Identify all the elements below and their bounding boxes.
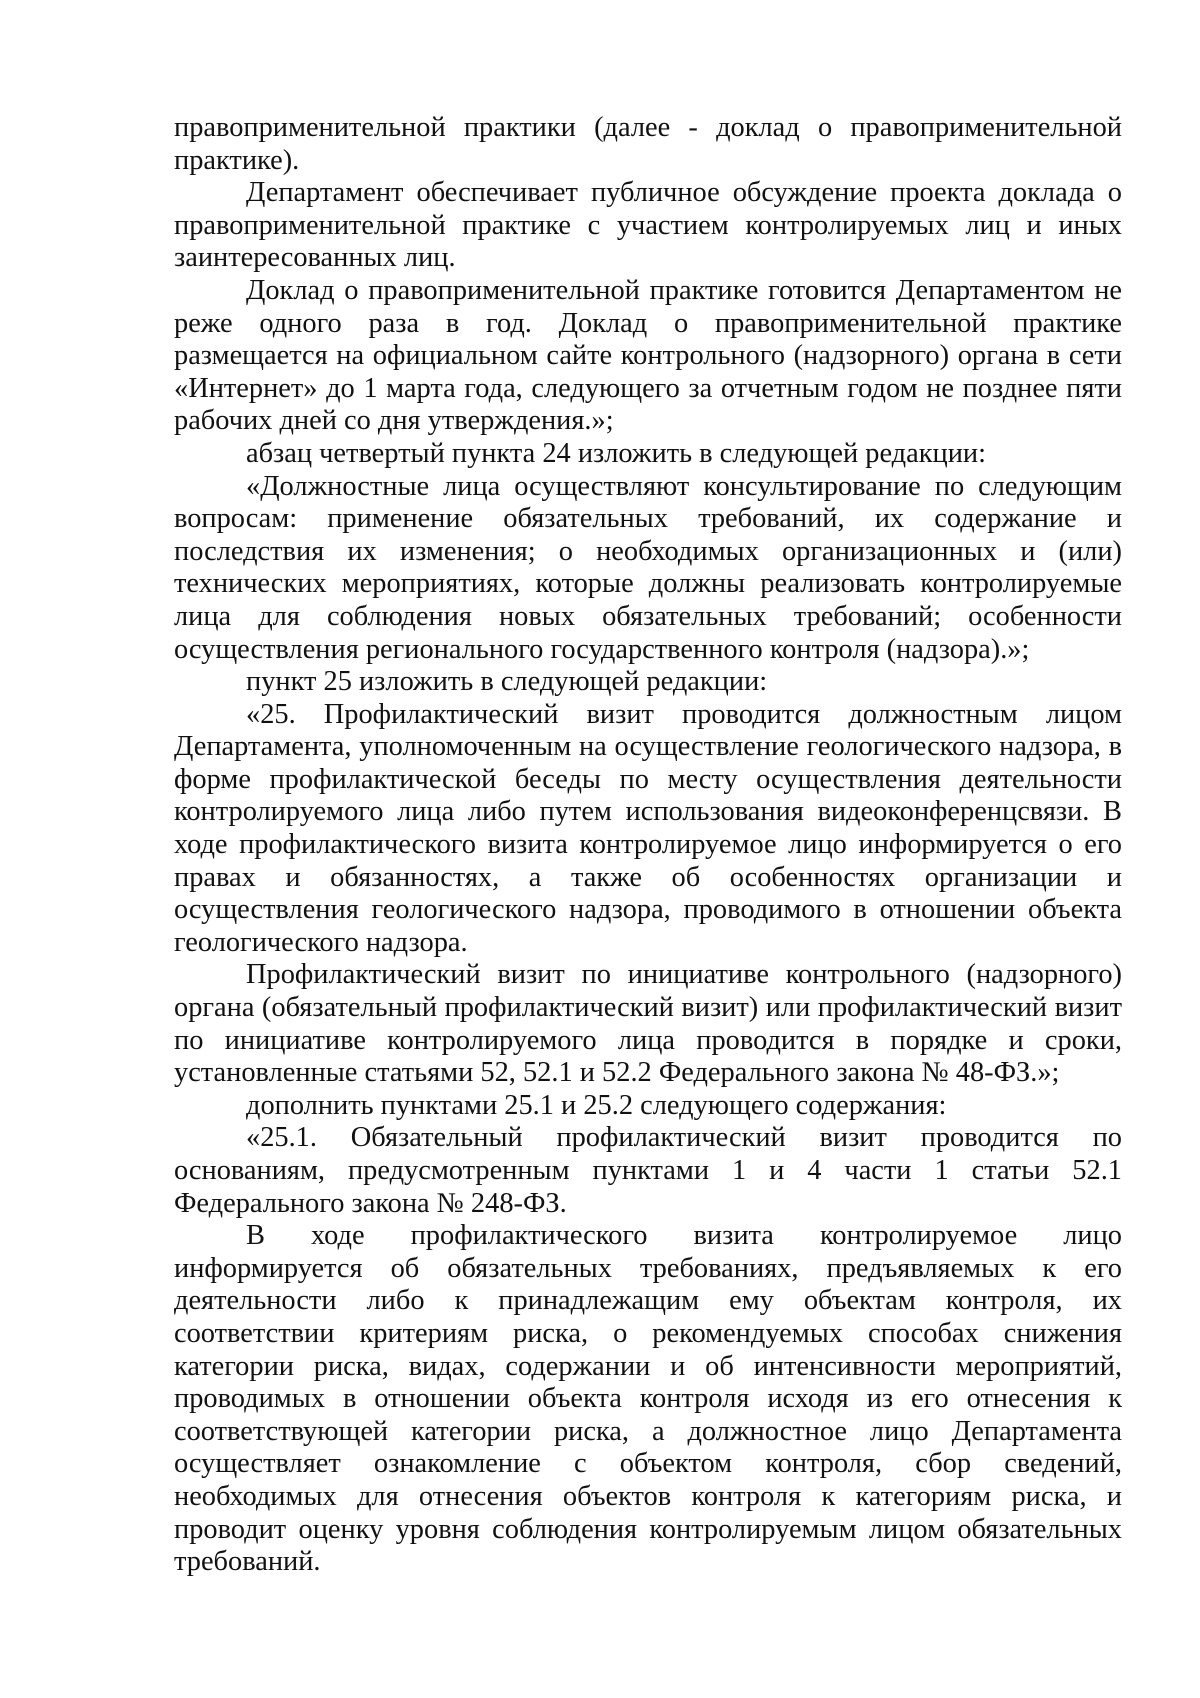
paragraph: правоприменительной практики (далее - доклад о правоприменительной практике).	[174, 112, 1122, 176]
paragraph: В ходе профилактического визита контролируемое лицо информируется об обязательных требованиях, предъявляемых к его деятельности либо к принадлежащим ему объектам контроля, их соответствии критериям риска, о рекомендуемых способах снижения категории риска, видах, содержании и об интенсивности мероприятий, проводимых в отношении объекта контроля исходя из его отнесения к соответствующей категории риска, а должностное лицо Департамента осуществляет ознакомление с объектом контроля, сбор сведений, необходимых для отнесения объектов контроля к категориям риска, и проводит оценку уровня соблюдения контролируемым лицом обязательных требований.	[174, 1220, 1122, 1578]
paragraph: Профилактический визит по инициативе контрольного (надзорного) органа (обязательный профилактический визит) или профилактический визит по инициативе контролируемого лица проводится в порядке и сроки, установленные статьями 52, 52.1 и 52.2 Федерального закона № 48-ФЗ.»;	[174, 959, 1122, 1089]
paragraph: абзац четвертый пункта 24 изложить в следующей редакции:	[246, 437, 986, 469]
paragraph: «Должностные лица осуществляют консультирование по следующим вопросам: применение обязательных требований, их содержание и последствия их изменения; о необходимых организационных и (или) технических мероприятиях, которые должны реализовать контролируемые лица для соблюдения новых обязательных требований; особенности осуществления регионального государственного контроля (надзора).»;	[174, 470, 1122, 665]
paragraph: «25.1. Обязательный профилактический визит проводится по основаниям, предусмотренным пунктами 1 и 4 части 1 статьи 52.1 Федерального закона № 248-ФЗ.	[174, 1122, 1122, 1219]
paragraph: Департамент обеспечивает публичное обсуждение проекта доклада о правоприменительной практике с участием контролируемых лиц и иных заинтересованных лиц.	[174, 177, 1122, 274]
paragraph: дополнить пунктами 25.1 и 25.2 следующего содержания:	[246, 1089, 947, 1121]
paragraph: пункт 25 изложить в следующей редакции:	[246, 666, 768, 698]
paragraph: Доклад о правоприменительной практике готовится Департаментом не реже одного раза в год. Доклад о правоприменительной практике размещается на официальном сайте контрольного (надзорного) органа в сети «Интернет» до 1 марта года, следующего за отчетным годом не позднее пяти рабочих дней со дня утверждения.»;	[174, 274, 1122, 437]
paragraph: «25. Профилактический визит проводится должностным лицом Департамента, уполномоченным на осуществление геологического надзора, в форме профилактической беседы по месту осуществления деятельности контролируемого лица либо путем использования видеоконференцсвязи. В ходе профилактического визита контролируемое лицо информируется о его правах и обязанностях, а также об особенностях организации и осуществления геологического надзора, проводимого в отношении объекта геологического надзора.	[174, 698, 1122, 958]
document-body	[174, 112, 1122, 1579]
